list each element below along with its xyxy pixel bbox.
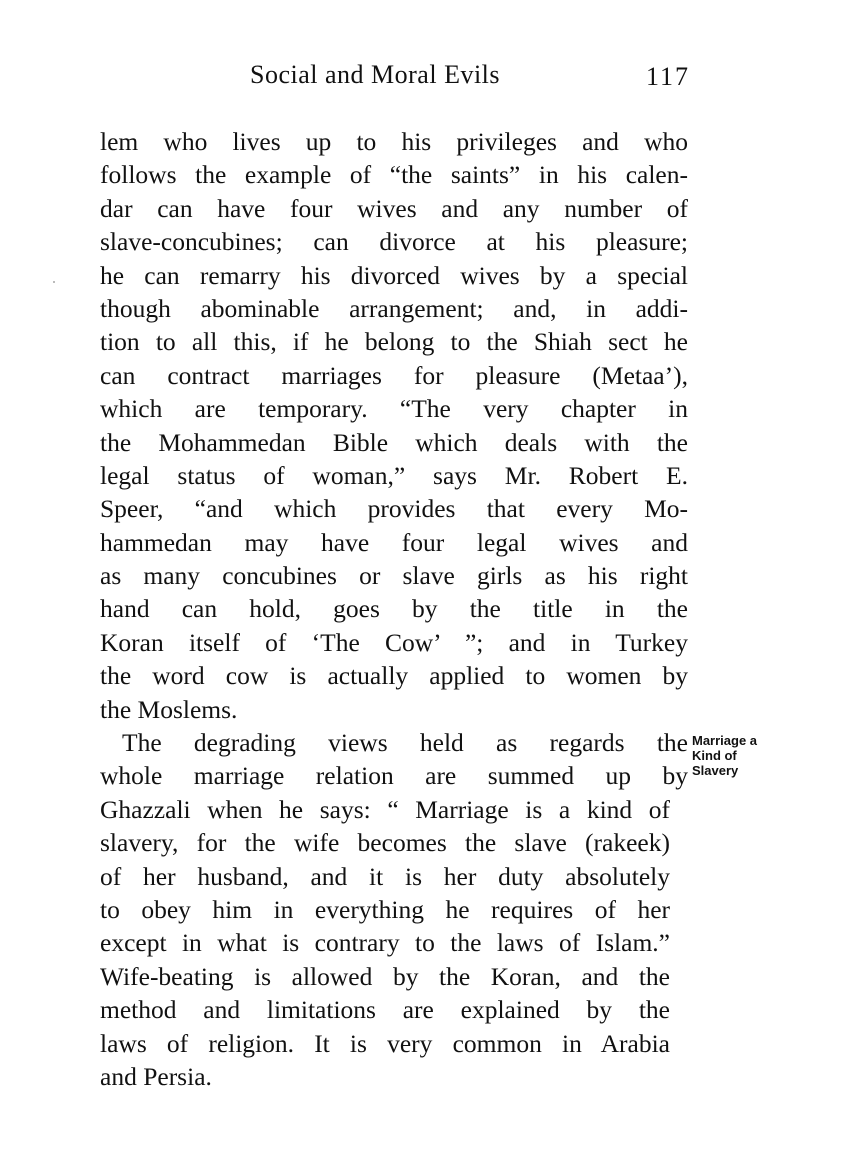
text-line: Speer, “and which provides that every Mo- — [100, 494, 688, 524]
text-line: Wife-beating is allowed by the Koran, and the — [100, 961, 670, 991]
text-line: to obey him in everything he requires of her — [100, 894, 670, 924]
text-line: of her husband, and it is her duty absolutely — [100, 861, 670, 891]
text-line: though abominable arrangement; and, in addi- — [100, 293, 688, 323]
text-line: whole marriage relation are summed up by — [100, 761, 688, 791]
scan-speck — [53, 281, 55, 283]
text-line: Koran itself of ‘The Cow’ ”; and in Turkey — [100, 627, 688, 657]
margin-note-line: Kind of — [692, 748, 737, 763]
text-line: except in what is contrary to the laws of Islam.” — [100, 928, 670, 958]
margin-note-line: Marriage a — [692, 733, 758, 748]
text-line: slave-concubines; can divorce at his pleasure; — [100, 227, 688, 257]
text-line: and Persia. — [100, 1061, 212, 1091]
text-line: as many concubines or slave girls as his right — [100, 561, 688, 591]
text-line: laws of religion. It is very common in Arabia — [100, 1028, 670, 1058]
page-number: 117 — [645, 62, 690, 91]
text-line: The degrading views held as regards the — [122, 728, 688, 758]
text-line: the Moslems. — [100, 694, 238, 724]
running-head — [100, 60, 690, 96]
text-line: hammedan may have four legal wives and — [100, 527, 688, 557]
text-line: slavery, for the wife becomes the slave (rakeek) — [100, 828, 670, 858]
margin-note-line: Slavery — [692, 763, 739, 778]
body-text — [100, 125, 688, 1093]
text-line: Ghazzali when he says: “ Marriage is a kind of — [100, 794, 670, 824]
text-line: method and limitations are explained by the — [100, 995, 670, 1025]
text-line: legal status of woman,” says Mr. Robert E. — [100, 460, 688, 490]
text-line: tion to all this, if he belong to the Shiah sect he — [100, 327, 688, 357]
text-line: he can remarry his divorced wives by a special — [100, 260, 688, 290]
margin-note — [692, 733, 812, 778]
text-line: dar can have four wives and any number of — [100, 193, 688, 223]
text-line: follows the example of “the saints” in his calen- — [100, 160, 688, 190]
running-title: Social and Moral Evils — [250, 60, 501, 89]
text-line: can contract marriages for pleasure (Metaa’), — [100, 360, 688, 390]
text-line: hand can hold, goes by the title in the — [100, 594, 688, 624]
text-line: which are temporary. “The very chapter in — [100, 394, 688, 424]
text-line: the word cow is actually applied to women by — [100, 661, 688, 691]
text-line: the Mohammedan Bible which deals with the — [100, 427, 688, 457]
text-line: lem who lives up to his privileges and who — [100, 127, 688, 156]
